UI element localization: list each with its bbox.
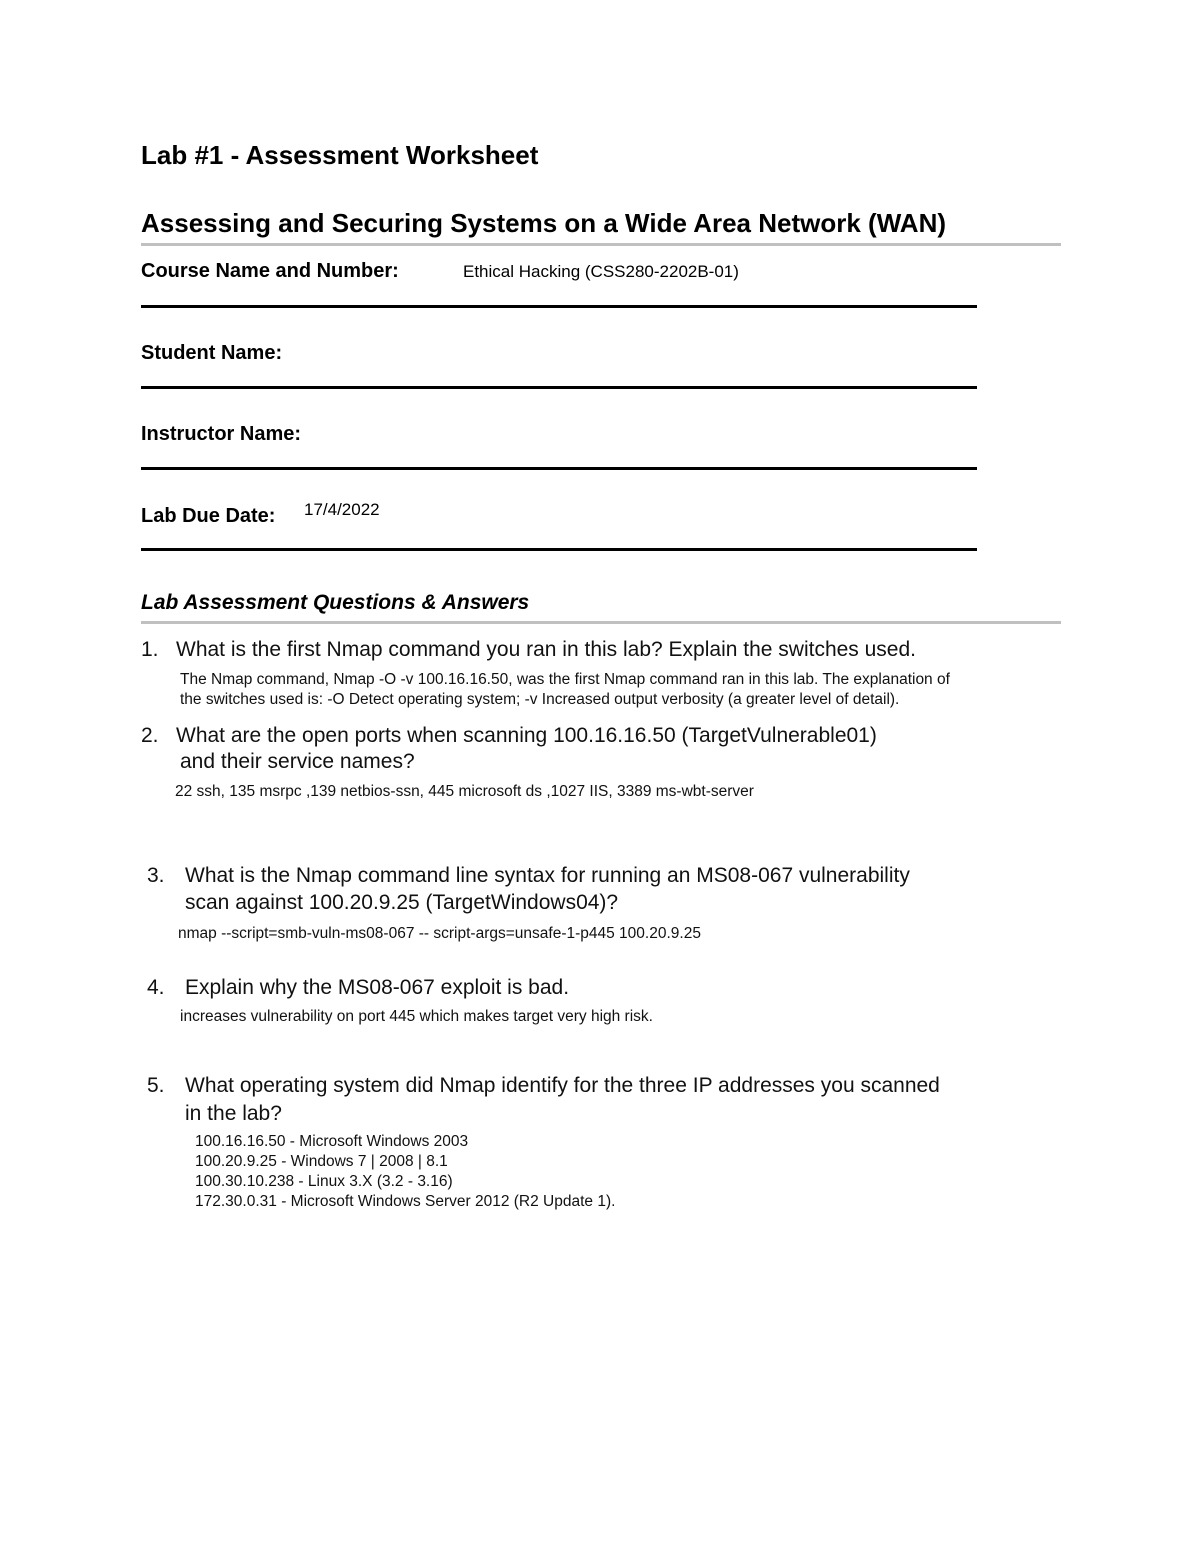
answer-5-line-4: 172.30.0.31 - Microsoft Windows Server 2012 (R2 Update 1). bbox=[195, 1193, 616, 1210]
student-underline bbox=[141, 386, 977, 389]
section-title: Lab Assessment Questions & Answers bbox=[141, 591, 530, 614]
answer-4: increases vulnerability on port 445 which makes target very high risk. bbox=[180, 1008, 653, 1025]
title-divider bbox=[141, 243, 1061, 246]
instructor-label: Instructor Name: bbox=[141, 423, 302, 445]
question-4-text: Explain why the MS08-067 exploit is bad. bbox=[185, 976, 570, 999]
question-4-number: 4. bbox=[147, 976, 165, 999]
question-1-text: What is the first Nmap command you ran in this lab? Explain the switches used. bbox=[176, 638, 917, 661]
answer-2: 22 ssh, 135 msrpc ,139 netbios-ssn, 445 microsoft ds ,1027 IIS, 3389 ms-wbt-server bbox=[175, 783, 754, 800]
section-divider bbox=[141, 621, 1061, 624]
document-title: Lab #1 - Assessment Worksheet bbox=[141, 140, 539, 170]
answer-5-line-2: 100.20.9.25 - Windows 7 | 2008 | 8.1 bbox=[195, 1153, 448, 1170]
question-1-number: 1. bbox=[141, 638, 159, 661]
answer-3: nmap --script=smb-vuln-ms08-067 -- script-args=unsafe-1-p445 100.20.9.25 bbox=[178, 925, 701, 942]
answer-5-line-3: 100.30.10.238 - Linux 3.X (3.2 - 3.16) bbox=[195, 1173, 453, 1190]
answer-1-line-1: The Nmap command, Nmap -O -v 100.16.16.50, was the first Nmap command ran in this lab. The explanation of bbox=[180, 671, 950, 688]
course-label: Course Name and Number: bbox=[141, 260, 399, 282]
due-date-underline bbox=[141, 548, 977, 551]
question-5-number: 5. bbox=[147, 1074, 165, 1097]
due-date-value[interactable]: 17/4/2022 bbox=[304, 500, 380, 519]
question-3-number: 3. bbox=[147, 864, 165, 887]
student-label: Student Name: bbox=[141, 342, 283, 364]
question-5-line-2: in the lab? bbox=[185, 1102, 282, 1125]
question-5-line-1: What operating system did Nmap identify for the three IP addresses you scanned bbox=[185, 1074, 940, 1097]
course-underline bbox=[141, 305, 977, 308]
course-value[interactable]: Ethical Hacking (CSS280-2202B-01) bbox=[463, 262, 739, 281]
question-2-line-2: and their service names? bbox=[180, 750, 415, 773]
question-3-line-1: What is the Nmap command line syntax for running an MS08-067 vulnerability bbox=[185, 864, 910, 887]
question-2-number: 2. bbox=[141, 724, 159, 747]
document-subtitle: Assessing and Securing Systems on a Wide Area Network (WAN) bbox=[141, 208, 947, 238]
due-date-label: Lab Due Date: bbox=[141, 505, 276, 527]
question-3-line-2: scan against 100.20.9.25 (TargetWindows04)? bbox=[185, 891, 619, 914]
answer-1-line-2: the switches used is: -O Detect operating system; -v Increased output verbosity (a greater level of detail). bbox=[180, 691, 900, 708]
answer-5-line-1: 100.16.16.50 - Microsoft Windows 2003 bbox=[195, 1133, 469, 1150]
instructor-underline bbox=[141, 467, 977, 470]
question-2-line-1: What are the open ports when scanning 100.16.16.50 (TargetVulnerable01) bbox=[176, 724, 877, 747]
